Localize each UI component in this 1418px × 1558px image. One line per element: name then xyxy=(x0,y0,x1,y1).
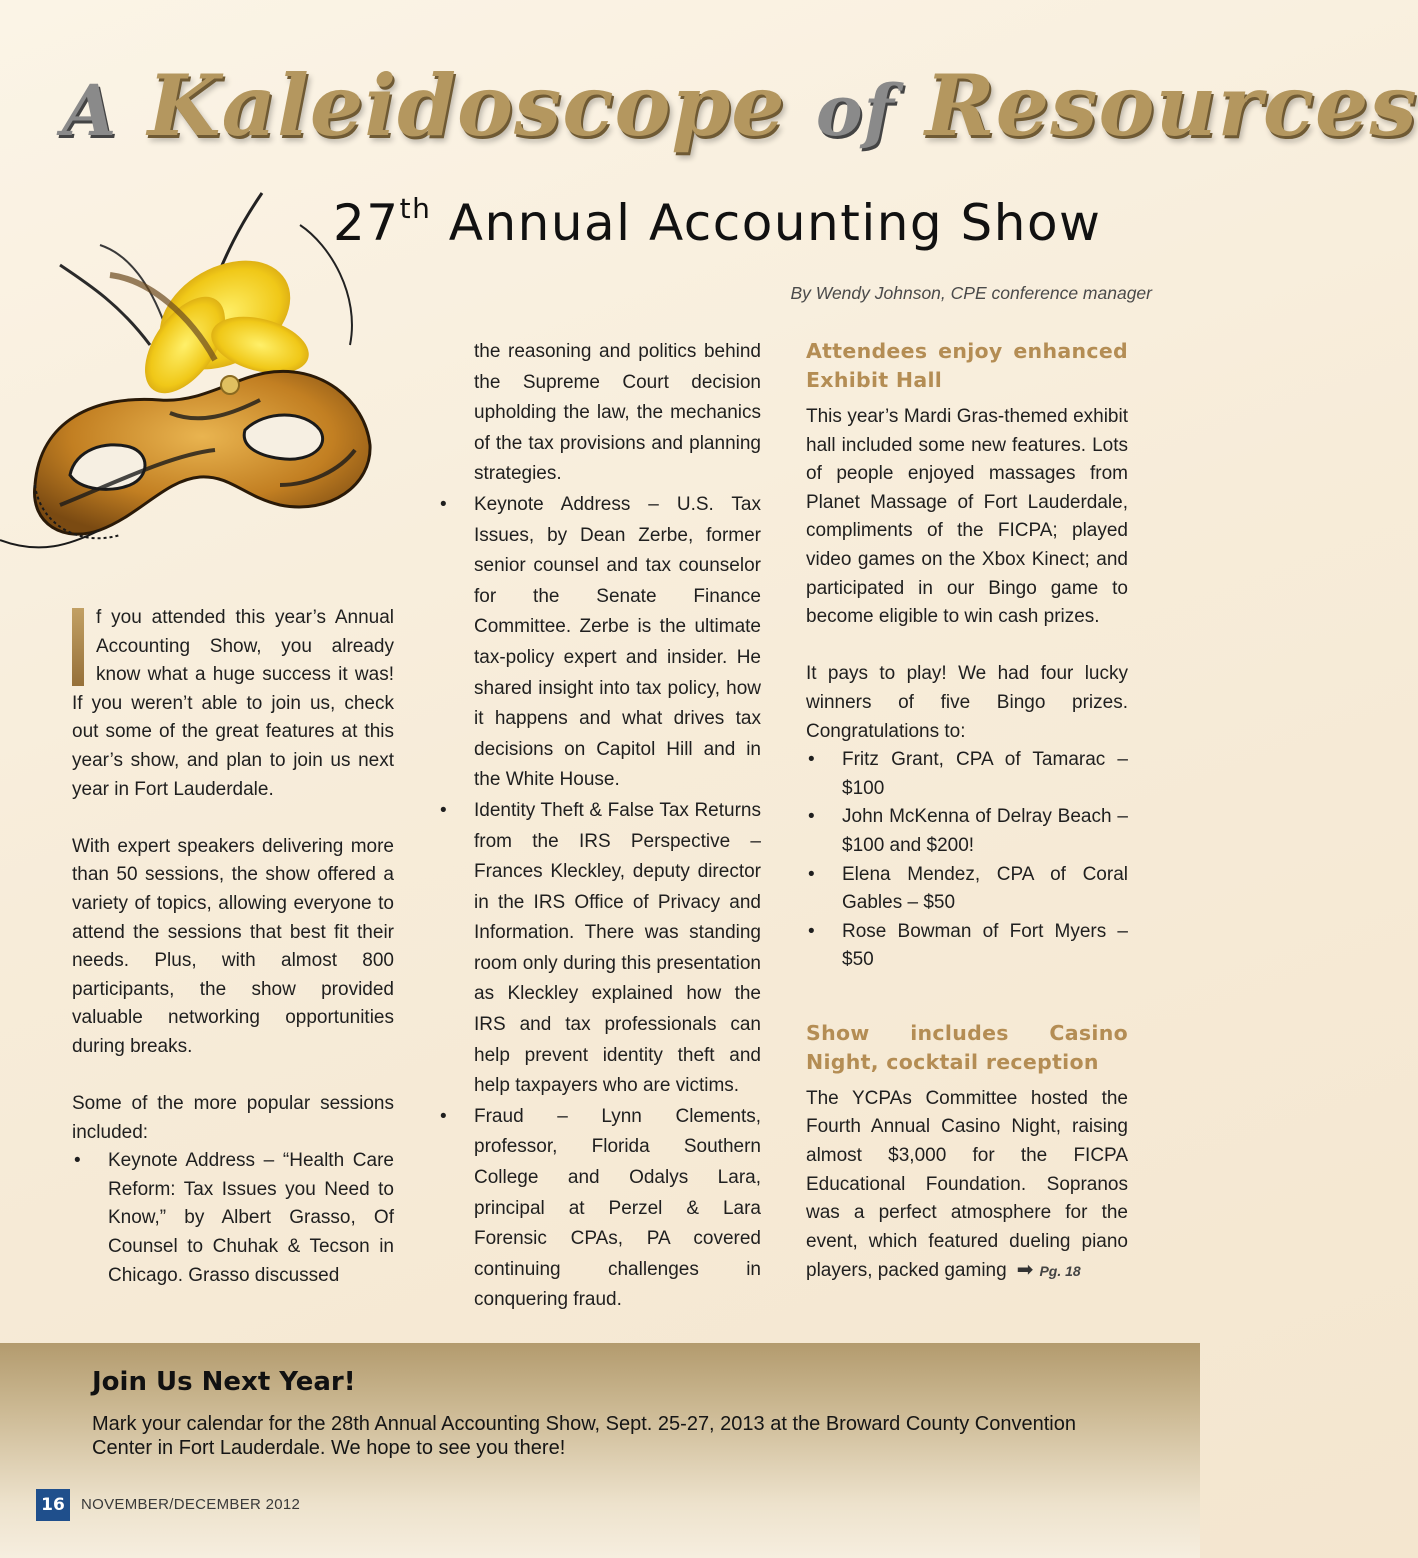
list-item-text: Elena Mendez, CPA of Coral Gables – $50 xyxy=(842,863,1128,914)
byline: By Wendy Johnson, CPE conference manager xyxy=(790,283,1152,303)
bullet-icon: • xyxy=(808,920,815,942)
bullet-icon: • xyxy=(440,1105,447,1127)
issue-date: NOVEMBER/DECEMBER 2012 xyxy=(81,1496,301,1513)
paragraph-speakers: With expert speakers delivering more than 50 sessions, the show offered a variety of topics, allowing everyone to attend the sessions that best fit their needs. Plus, with almost 800 participants, the show provided valuable networking opportunities during breaks. xyxy=(72,835,394,1057)
article-column-1 xyxy=(72,604,394,1290)
intro-text: f you attended this year’s Annual Accounting Show, you already know what a huge success it was! If you weren’t able to join us, check out some of the great features at this year’s show, and plan to join us next year in Fort Lauderdale. xyxy=(72,607,394,800)
list-item xyxy=(806,918,1128,975)
title-word-of: of xyxy=(815,69,895,152)
bullet-icon: • xyxy=(808,749,815,771)
heading-casino-night: Show includes Casino Night, cocktail reception xyxy=(806,1020,1128,1074)
article-column-2 xyxy=(438,337,761,1316)
bullet-icon: • xyxy=(440,493,447,515)
list-item-text: Identity Theft & False Tax Returns from the IRS Perspective – Frances Kleckley, deputy director in the IRS Office of Privacy and Information. There was standing room only during this presentation as Kleckley explained how the IRS and tax professionals can help prevent identity theft and help taxpayers who are victims. xyxy=(474,799,761,1097)
paragraph-casino-night xyxy=(806,1085,1128,1286)
paragraph-bingo: It pays to play! We had four lucky winners of five Bingo prizes. Congratulations to: xyxy=(806,663,1128,742)
list-item-text: Keynote Address – U.S. Tax Issues, by Dean Zerbe, former senior counsel and tax counselor for the Senate Finance Committee. Zerbe is the ultimate tax-policy expert and insider. He shared insight into tax policy, how it happens and what drives tax decisions on Capitol Hill and in the White House. xyxy=(474,493,761,791)
page-title-script xyxy=(62,56,1418,161)
list-item xyxy=(806,803,1128,860)
casino-text: The YCPAs Committee hosted the Fourth Annual Casino Night, raising almost $3,000 for the FICPA Educational Foundation. Sopranos was a perfect atmosphere for the event, which featured dueling piano players, packed gaming xyxy=(806,1087,1128,1282)
masquerade-mask-image xyxy=(0,185,380,565)
bullet-icon: • xyxy=(808,806,815,828)
winner-list xyxy=(806,746,1128,975)
list-item xyxy=(438,337,761,490)
session-list xyxy=(72,1147,394,1290)
arrow-right-icon: ➡ xyxy=(1016,1259,1034,1282)
list-item-text: Fritz Grant, CPA of Tamarac – $100 xyxy=(842,749,1128,799)
article-column-3 xyxy=(806,337,1128,1286)
article-subtitle xyxy=(333,192,1101,252)
list-item-text: Keynote Address – “Health Care Reform: Tax Issues you Need to Know,” by Albert Grasso, Of Counsel to Chuhak & Tecson in Chicago. Grasso discussed xyxy=(108,1150,394,1286)
title-word-resources: Resources xyxy=(924,56,1418,155)
subtitle-number: 27 xyxy=(333,194,400,252)
list-item-text: John McKenna of Delray Beach – $100 and $200! xyxy=(842,806,1128,856)
list-item xyxy=(438,490,761,796)
list-item-text: Rose Bowman of Fort Myers – $50 xyxy=(842,920,1128,971)
list-item-text: the reasoning and politics behind the Supreme Court decision upholding the law, the mechanics of the tax provisions and planning strategies. xyxy=(474,341,761,485)
bullet-icon: • xyxy=(808,863,815,885)
subtitle-ordinal: th xyxy=(399,192,432,225)
banner-text: Mark your calendar for the 28th Annual Accounting Show, Sept. 25-27, 2013 at the Broward County Convention Center in Fort Lauderdale. We hope to see you there! xyxy=(92,1413,1076,1459)
bullet-icon: • xyxy=(440,799,447,821)
intro-paragraph xyxy=(72,604,394,804)
bullet-icon: • xyxy=(74,1150,81,1172)
list-item xyxy=(438,796,761,1102)
title-word-a: A xyxy=(62,69,118,152)
drop-cap-i xyxy=(72,608,84,686)
list-item xyxy=(806,861,1128,918)
subtitle-text: Annual Accounting Show xyxy=(431,194,1102,252)
title-word-kaleidoscope: Kaleidoscope xyxy=(147,56,786,155)
banner-heading: Join Us Next Year! xyxy=(92,1367,356,1397)
heading-exhibit-hall: Attendees enjoy enhanced Exhibit Hall xyxy=(806,339,1128,392)
list-item xyxy=(438,1102,761,1316)
page-number-badge: 16 xyxy=(36,1489,70,1521)
list-item xyxy=(72,1147,394,1290)
list-item xyxy=(806,746,1128,803)
paragraph-popular-sessions: Some of the more popular sessions included: xyxy=(72,1093,394,1143)
session-list-continued xyxy=(438,337,761,1316)
paragraph-exhibit-hall: This year’s Mardi Gras-themed exhibit hall included some new features. Lots of people enjoyed massages from Planet Massage of Fort Lauderdale, compliments of the FICPA; played video games on the Xbox Kinect; and participated in our Bingo game to become eligible to win cash prizes. xyxy=(806,406,1128,628)
continued-page-link[interactable]: Pg. 18 xyxy=(1039,1263,1081,1280)
list-item-text: Fraud – Lynn Clements, professor, Florida Southern College and Odalys Lara, principal at Perzel & Lara Forensic CPAs, PA covered continuing challenges in conquering fraud. xyxy=(474,1105,761,1311)
